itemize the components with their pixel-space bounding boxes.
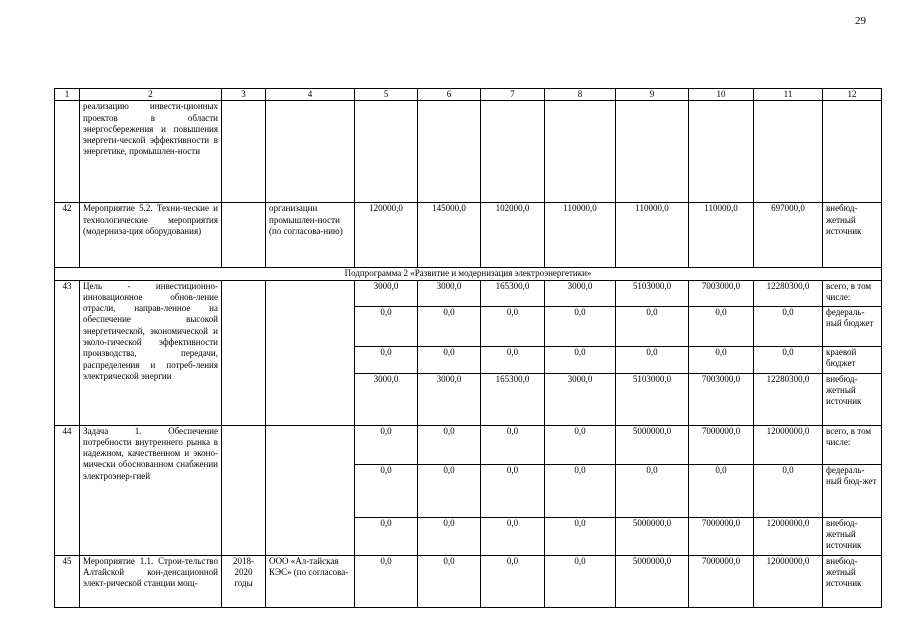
value-cell: 145000,0	[418, 203, 481, 268]
row-description: Цель - инвестиционно-инновационное обнов-ление отрасли, направ-ленное на обеспечение высокой энергетической, экономической и эколо-гической эффективности производства, передачи, распределения и потреб-ления электрической энергии	[80, 280, 222, 425]
row-description: Мероприятие 1.1. Строи-тельство Алтайской кон-денсационной элект-рической станции мощ-	[80, 555, 222, 607]
value-cell: 0,0	[545, 464, 616, 517]
value-cell: 3000,0	[545, 373, 616, 425]
value-cell: 0,0	[754, 464, 823, 517]
row-description: Мероприятие 5.2. Техни-ческие и технологические мероприятия (модерниза-ция оборудования)	[80, 203, 222, 268]
value-cell: 110000,0	[616, 203, 689, 268]
funding-source: внебюд-жетный источник	[823, 517, 882, 555]
col-header: 9	[616, 89, 689, 101]
page-number: 29	[855, 15, 866, 27]
value-cell: 3000,0	[545, 280, 616, 306]
value-cell: 0,0	[754, 346, 823, 373]
value-cell: 0,0	[418, 517, 481, 555]
header-row	[55, 89, 882, 101]
value-cell: 5103000,0	[616, 280, 689, 306]
value-cell: 0,0	[689, 346, 754, 373]
value-cell: 165300,0	[481, 280, 545, 306]
value-cell: 0,0	[355, 517, 418, 555]
value-cell: 0,0	[545, 517, 616, 555]
value-cell: 0,0	[754, 306, 823, 346]
value-cell: 0,0	[481, 555, 545, 607]
col-header: 5	[355, 89, 418, 101]
period: 2018-2020 годы	[222, 555, 266, 607]
col-header: 6	[418, 89, 481, 101]
section-title: Подпрограмма 2 «Развитие и модернизация электроэнергетики»	[55, 268, 882, 280]
table-row	[55, 280, 882, 306]
value-cell: 3000,0	[418, 373, 481, 425]
value-cell: 0,0	[481, 464, 545, 517]
col-header: 3	[222, 89, 266, 101]
value-cell: 0,0	[418, 464, 481, 517]
value-cell: 0,0	[545, 425, 616, 464]
executor: организации промышлен-ности (по согласова-нию)	[266, 203, 355, 268]
table-row	[55, 555, 882, 607]
value-cell: 0,0	[418, 306, 481, 346]
value-cell: 5103000,0	[616, 373, 689, 425]
value-cell: 0,0	[545, 306, 616, 346]
value-cell: 120000,0	[355, 203, 418, 268]
funding-source: всего, в том числе:	[823, 425, 882, 464]
col-header: 2	[80, 89, 222, 101]
value-cell: 0,0	[418, 425, 481, 464]
funding-source: внебюд-жетный источник	[823, 203, 882, 268]
row-number: 45	[55, 555, 80, 607]
value-cell: 0,0	[481, 306, 545, 346]
funding-source: федераль-ный бюджет	[823, 306, 882, 346]
value-cell: 165300,0	[481, 373, 545, 425]
value-cell: 0,0	[616, 346, 689, 373]
value-cell: 7000000,0	[689, 425, 754, 464]
value-cell: 102000,0	[481, 203, 545, 268]
value-cell: 0,0	[355, 464, 418, 517]
funding-source: внебюд-жетный источник	[823, 373, 882, 425]
value-cell: 3000,0	[418, 280, 481, 306]
value-cell: 110000,0	[689, 203, 754, 268]
value-cell: 12280300,0	[754, 280, 823, 306]
value-cell: 12000000,0	[754, 517, 823, 555]
value-cell: 0,0	[418, 346, 481, 373]
value-cell: 7003000,0	[689, 373, 754, 425]
value-cell: 0,0	[355, 425, 418, 464]
row-description: реализацию инвести-ционных проектов в области энергосбережения и повышения энергети-ческой эффективности в энергетике, промышлен-ности	[80, 101, 222, 203]
value-cell: 0,0	[689, 306, 754, 346]
value-cell: 5000000,0	[616, 425, 689, 464]
table-row	[55, 101, 882, 203]
value-cell: 5000000,0	[616, 555, 689, 607]
row-description: Задача 1. Обеспечение потребности внутреннего рынка в надежном, качественном и эконо-мически обоснованном снабжении электроэнер-гией	[80, 425, 222, 555]
value-cell: 0,0	[689, 464, 754, 517]
value-cell: 0,0	[616, 306, 689, 346]
funding-source: федераль-ный бюд-жет	[823, 464, 882, 517]
value-cell: 12280300,0	[754, 373, 823, 425]
value-cell: 0,0	[481, 425, 545, 464]
executor: ООО «Ал-тайская КЭС» (по согласова-	[266, 555, 355, 607]
col-header: 1	[55, 89, 80, 101]
funding-source: всего, в том числе:	[823, 280, 882, 306]
value-cell: 5000000,0	[616, 517, 689, 555]
value-cell: 12000000,0	[754, 425, 823, 464]
program-table	[54, 88, 882, 608]
value-cell: 0,0	[418, 555, 481, 607]
row-number: 42	[55, 203, 80, 268]
funding-source: краевой бюджет	[823, 346, 882, 373]
value-cell: 0,0	[545, 555, 616, 607]
value-cell: 0,0	[355, 555, 418, 607]
value-cell: 7003000,0	[689, 280, 754, 306]
value-cell: 7000000,0	[689, 517, 754, 555]
value-cell: 3000,0	[355, 280, 418, 306]
value-cell: 110000,0	[545, 203, 616, 268]
col-header: 10	[689, 89, 754, 101]
value-cell: 0,0	[355, 306, 418, 346]
value-cell: 3000,0	[355, 373, 418, 425]
table-row	[55, 203, 882, 268]
row-number: 44	[55, 425, 80, 555]
value-cell: 0,0	[481, 517, 545, 555]
section-row	[55, 268, 882, 280]
value-cell: 0,0	[355, 346, 418, 373]
value-cell: 0,0	[481, 346, 545, 373]
col-header: 8	[545, 89, 616, 101]
row-number: 43	[55, 280, 80, 425]
col-header: 11	[754, 89, 823, 101]
value-cell: 0,0	[545, 346, 616, 373]
value-cell: 0,0	[616, 464, 689, 517]
value-cell: 697000,0	[754, 203, 823, 268]
value-cell: 7000000,0	[689, 555, 754, 607]
col-header: 4	[266, 89, 355, 101]
col-header: 12	[823, 89, 882, 101]
col-header: 7	[481, 89, 545, 101]
value-cell: 12000000,0	[754, 555, 823, 607]
funding-source: внебюд-жетный источник	[823, 555, 882, 607]
table-row	[55, 425, 882, 464]
